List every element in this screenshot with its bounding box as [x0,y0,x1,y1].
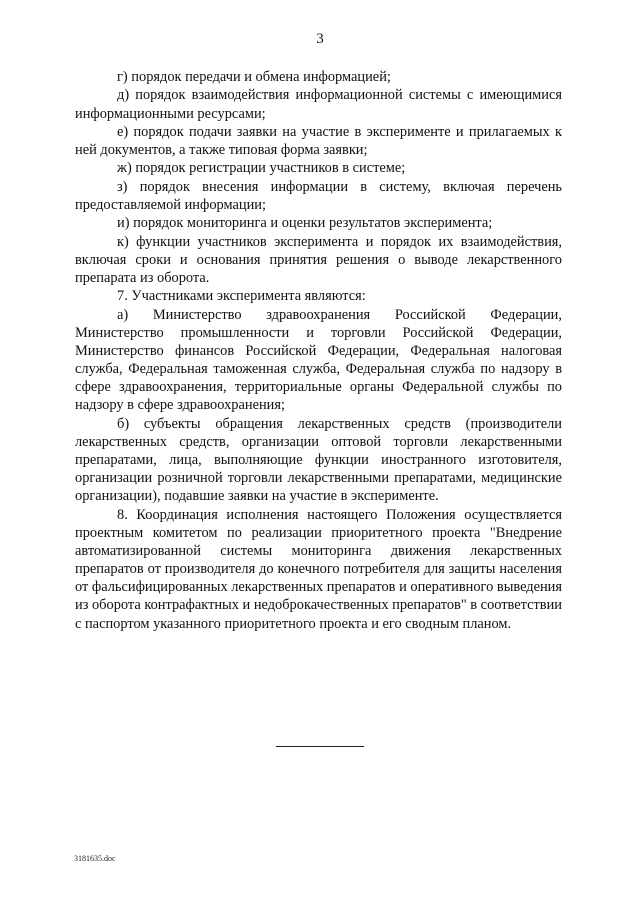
end-divider-line [276,746,364,747]
paragraph-item-g: г) порядок передачи и обмена информацией; [117,69,391,85]
paragraph-item-a: а) Министерство здравоохранения Российской Федерации, Министерство промышленности и торговли Российской Федерации, Министерство финансов Российской Федерации, Федеральная налоговая служба, Федеральная таможенная служба, Федеральная служба по надзору в сфере здравоохранения, территориальные органы Федеральной службы по надзору в сфере здравоохранения; [75,306,562,414]
file-code-footer: 3181635.doc [74,854,116,863]
paragraph-section-7: 7. Участниками эксперимента являются: [117,288,366,305]
paragraph-section-8: 8. Координация исполнения настоящего Положения осуществляется проектным комитетом по реализации приоритетного проекта "Внедрение автоматизированной системы мониторинга движения лекарственных препаратов от производителя до конечного потребителя для защиты населения от фальсифицированных лекарственных препаратов и оперативного выведения из оборота контрафактных и недоброкачественных препаратов" в соответствии с паспортом указанного приоритетного проекта и его сводным планом. [75,506,562,632]
paragraph-item-i: и) порядок мониторинга и оценки результатов эксперимента; [117,215,493,232]
paragraph-item-b: б) субъекты обращения лекарственных средств (производители лекарственных средств, организации оптовой торговли лекарственными препаратами, лица, выполняющие функции иностранного изготовителя, организации розничной торговли лекарственными препаратами, медицинские организации), подавшие заявки на участие в эксперименте. [75,415,562,505]
paragraph-item-k: к) функции участников эксперимента и порядок их взаимодействия, включая сроки и основания принятия решения о выводе лекарственного препарата из оборота. [75,233,562,286]
paragraph-item-e: е) порядок подачи заявки на участие в эксперименте и прилагаемых к ней документов, а также типовая форма заявки; [75,123,562,158]
document-body [75,68,562,633]
paragraph-item-d: д) порядок взаимодействия информационной системы с имеющимися информационными ресурсами; [75,87,562,122]
paragraph-item-z: з) порядок внесения информации в систему, включая перечень предоставляемой информации; [75,178,562,213]
page-number: 3 [316,31,324,47]
paragraph-item-zh: ж) порядок регистрации участников в системе; [117,160,406,177]
